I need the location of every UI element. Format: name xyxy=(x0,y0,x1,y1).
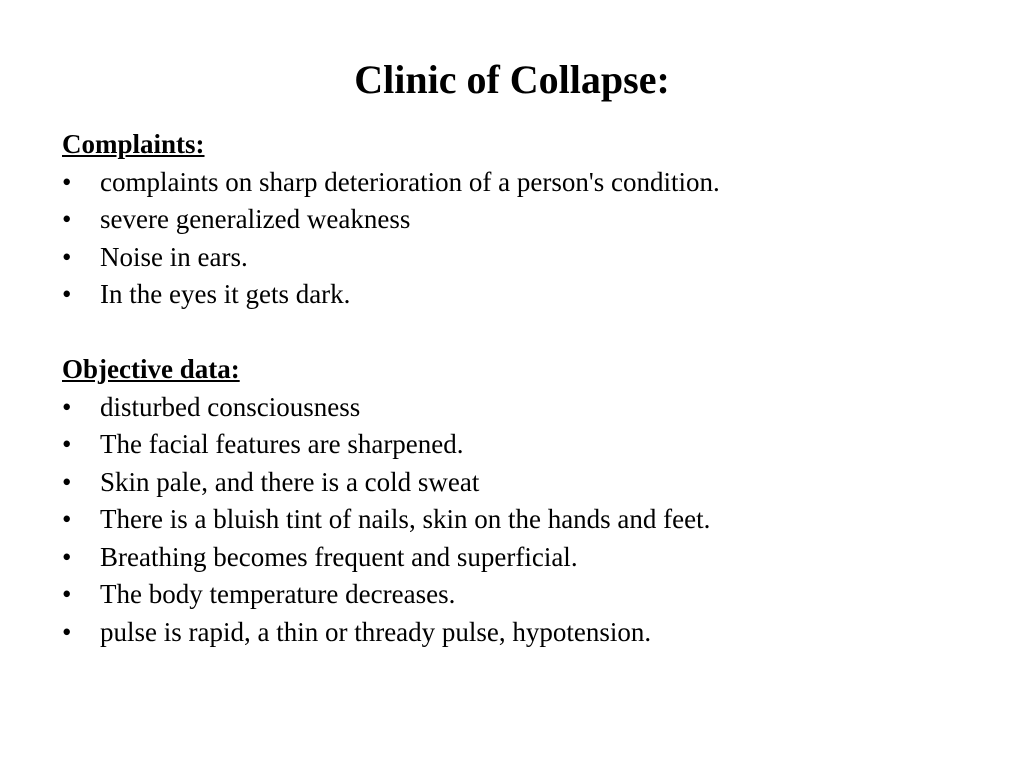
list-item xyxy=(62,464,962,502)
list-item-text: disturbed consciousness xyxy=(100,391,361,422)
objective-data-heading: Objective data: xyxy=(62,354,240,384)
bullet-icon: • xyxy=(62,166,72,197)
objective-data-list xyxy=(62,389,962,652)
list-item xyxy=(62,389,962,427)
bullet-icon: • xyxy=(62,391,72,422)
objective-data-section xyxy=(62,351,962,651)
bullet-icon: • xyxy=(62,429,72,459)
slide-title: Clinic of Collapse: xyxy=(354,57,670,102)
bullet-icon: • xyxy=(62,616,72,647)
bullet-icon: • xyxy=(62,579,72,609)
complaints-section xyxy=(62,126,962,314)
list-item-text: There is a bluish tint of nails, skin on the hands and feet. xyxy=(100,504,711,534)
list-item-text: Skin pale, and there is a cold sweat xyxy=(100,466,480,497)
list-item-text: severe generalized weakness xyxy=(100,204,411,234)
list-item-text: The facial features are sharpened. xyxy=(100,429,464,459)
list-item-text: complaints on sharp deterioration of a person's condition. xyxy=(100,166,720,197)
list-item-text: pulse is rapid, a thin or thready pulse, hypotension. xyxy=(100,616,652,647)
bullet-icon: • xyxy=(62,204,72,234)
list-item xyxy=(62,614,962,652)
complaints-heading: Complaints: xyxy=(62,129,205,159)
list-item xyxy=(62,539,962,577)
bullet-icon: • xyxy=(62,241,72,272)
list-item xyxy=(62,426,962,464)
list-item xyxy=(62,201,962,239)
bullet-icon: • xyxy=(62,466,72,497)
list-item-text: Noise in ears. xyxy=(100,241,248,272)
complaints-list xyxy=(62,164,962,314)
bullet-icon: • xyxy=(62,504,72,534)
list-item xyxy=(62,239,962,277)
list-item xyxy=(62,164,962,202)
bullet-icon: • xyxy=(62,541,72,572)
bullet-icon: • xyxy=(62,279,72,309)
list-item-text: Breathing becomes frequent and superficial. xyxy=(100,541,578,572)
list-item-text: In the eyes it gets dark. xyxy=(100,279,351,309)
list-item xyxy=(62,276,962,314)
list-item xyxy=(62,576,962,614)
list-item-text: The body temperature decreases. xyxy=(100,579,456,609)
list-item xyxy=(62,501,962,539)
